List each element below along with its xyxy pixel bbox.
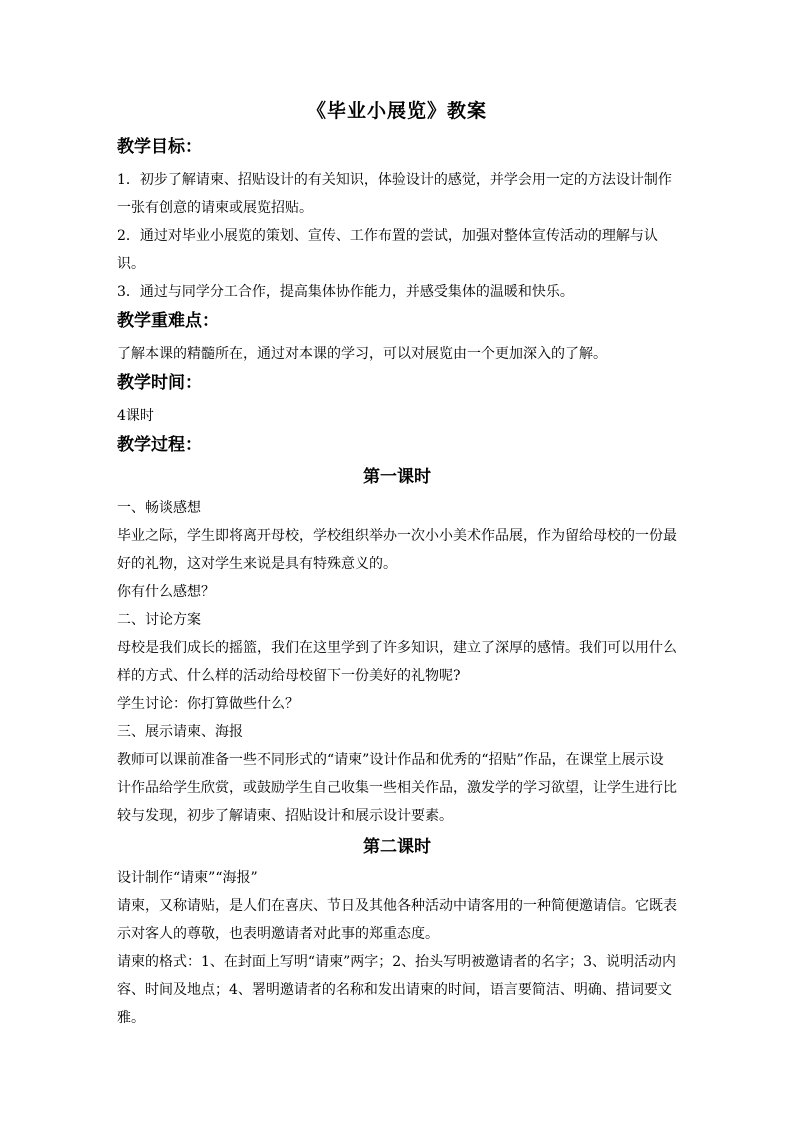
lesson-1-paragraph: 学生讨论：你打算做些什么？ xyxy=(117,696,299,712)
lesson-2-paragraph: 请柬的格式：1、在封面上写明“请柬”两字；2、抬头写明被邀请者的名字；3、说明活动内容、时间及地点；4、署明邀请者的名称和发出请柬的时间，语言要简洁、明确、措词要文雅。 xyxy=(117,954,677,1026)
lesson-1-paragraph: 母校是我们成长的摇篮，我们在这里学到了许多知识，建立了深厚的感情。我们可以用什么样的方式、什么样的活动给母校留下一份美好的礼物呢? xyxy=(117,640,677,684)
lesson-1-paragraph: 二、讨论方案 xyxy=(117,612,201,628)
lesson-1-paragraph: 教师可以课前准备一些不同形式的“请柬”设计作品和优秀的“招贴”作品，在课堂上展示设计作品给学生欣赏，或鼓励学生自己收集一些相关作品，激发学的学习欲望，让学生进行比较与发现，初步了解请柬、招贴设计和展示设计要素。 xyxy=(117,752,677,824)
document-title: 《毕业小展览》教案 xyxy=(306,100,487,122)
lesson-1-heading: 第一课时 xyxy=(363,467,431,487)
objective-item-1: 1．初步了解请柬、招贴设计的有关知识，体验设计的感觉，并学会用一定的方法设计制作一张有创意的请柬或展览招贴。 xyxy=(117,172,672,216)
lesson-2-heading: 第二课时 xyxy=(363,837,431,857)
objective-item-3: 3．通过与同学分工合作，提高集体协作能力，并感受集体的温暖和快乐。 xyxy=(117,284,574,300)
objective-item-2: 2．通过对毕业小展览的策划、宣传、工作布置的尝试，加强对整体宣传活动的理解与认识。 xyxy=(117,228,658,272)
lesson-2-paragraph: 设计制作“请柬”“海报” xyxy=(117,870,258,886)
document-page xyxy=(117,96,677,1032)
time-text: 4课时 xyxy=(117,408,154,424)
lesson-1-paragraph: 毕业之际，学生即将离开母校，学校组织举办一次小小美术作品展，作为留给母校的一份最好的礼物，这对学生来说是具有特殊意义的。 xyxy=(117,528,677,572)
lesson-1-paragraph: 你有什么感想？ xyxy=(117,584,215,600)
lesson-2-paragraph: 请柬，又称请贴，是人们在喜庆、节日及其他各种活动中请客用的一种简便邀请信。它既表示对客人的尊敬，也表明邀请者对此事的郑重态度。 xyxy=(117,898,677,942)
key-points-text: 了解本课的精髓所在，通过对本课的学习，可以对展览由一个更加深入的了解。 xyxy=(117,346,607,362)
lesson-1-paragraph: 三、展示请柬、海报 xyxy=(117,724,243,740)
objectives-heading: 教学目标： xyxy=(117,137,202,157)
time-heading: 教学时间： xyxy=(117,373,202,393)
key-points-heading: 教学重难点： xyxy=(117,311,219,331)
lesson-1-paragraph: 一、畅谈感想 xyxy=(117,500,201,516)
process-heading: 教学过程： xyxy=(117,435,202,455)
